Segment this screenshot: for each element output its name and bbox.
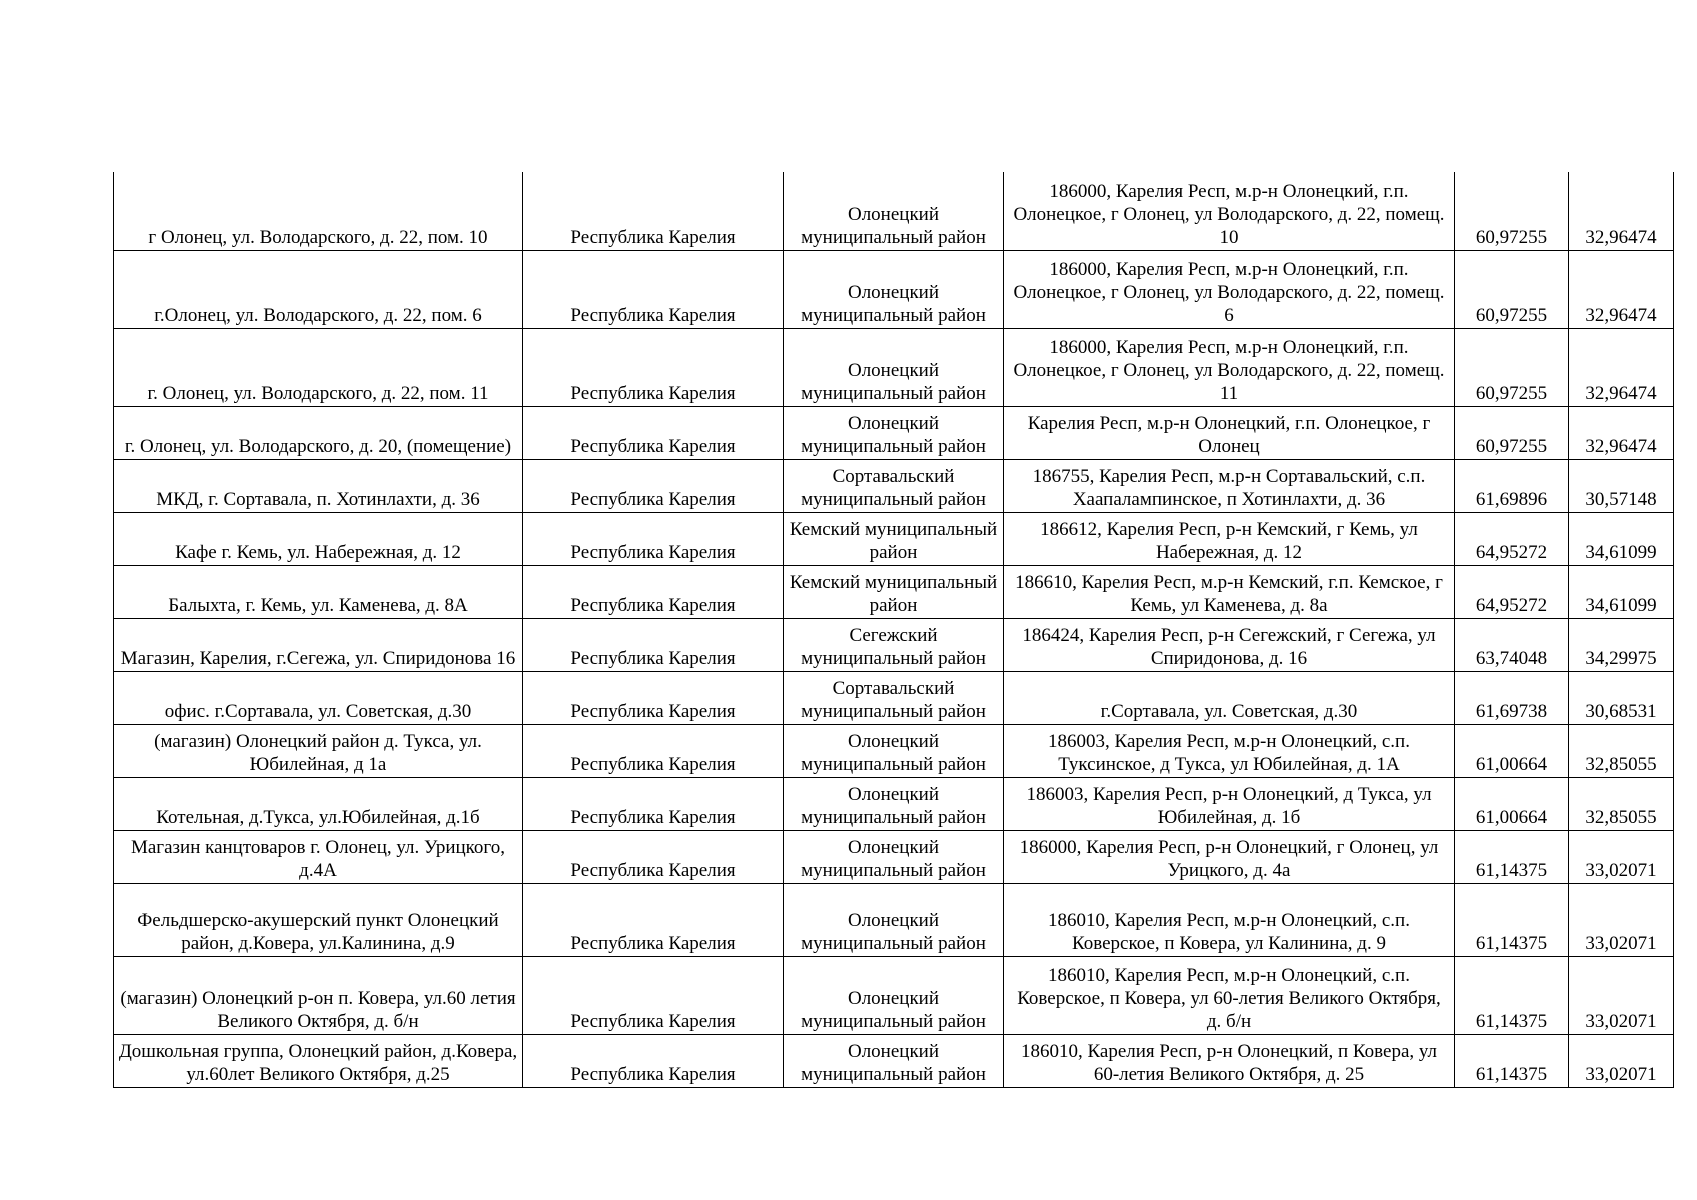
object-name-cell: Кафе г. Кемь, ул. Набережная, д. 12 — [114, 512, 523, 565]
table-row — [114, 565, 1674, 618]
district-cell: Олонецкий муниципальный район — [784, 250, 1004, 328]
address-cell: 186010, Карелия Респ, р-н Олонецкий, п Ковера, ул 60-летия Великого Октября, д. 25 — [1004, 1034, 1455, 1087]
table-row — [114, 512, 1674, 565]
region-cell: Республика Карелия — [523, 618, 784, 671]
latitude-cell: 61,14375 — [1455, 1034, 1569, 1087]
longitude-cell: 34,61099 — [1569, 512, 1674, 565]
district-cell: Олонецкий муниципальный район — [784, 172, 1004, 250]
region-cell: Республика Карелия — [523, 406, 784, 459]
district-cell: Олонецкий муниципальный район — [784, 830, 1004, 883]
district-cell: Олонецкий муниципальный район — [784, 724, 1004, 777]
address-cell: г.Сортавала, ул. Советская, д.30 — [1004, 671, 1455, 724]
region-cell: Республика Карелия — [523, 565, 784, 618]
district-cell: Сортавальский муниципальный район — [784, 459, 1004, 512]
longitude-cell: 32,85055 — [1569, 724, 1674, 777]
latitude-cell: 61,14375 — [1455, 883, 1569, 956]
address-cell: 186000, Карелия Респ, р-н Олонецкий, г Олонец, ул Урицкого, д. 4а — [1004, 830, 1455, 883]
object-name-cell: г. Олонец, ул. Володарского, д. 20, (помещение) — [114, 406, 523, 459]
records-table — [113, 172, 1674, 1088]
district-cell: Сортавальский муниципальный район — [784, 671, 1004, 724]
longitude-cell: 33,02071 — [1569, 1034, 1674, 1087]
table-row — [114, 671, 1674, 724]
table-row — [114, 328, 1674, 406]
longitude-cell: 33,02071 — [1569, 956, 1674, 1034]
address-cell: Карелия Респ, м.р-н Олонецкий, г.п. Олонецкое, г Олонец — [1004, 406, 1455, 459]
longitude-cell: 33,02071 — [1569, 883, 1674, 956]
longitude-cell: 32,96474 — [1569, 328, 1674, 406]
latitude-cell: 60,97255 — [1455, 328, 1569, 406]
table-row — [114, 724, 1674, 777]
region-cell: Республика Карелия — [523, 1034, 784, 1087]
district-cell: Кемский муниципальный район — [784, 512, 1004, 565]
table-row — [114, 250, 1674, 328]
address-cell: 186612, Карелия Респ, р-н Кемский, г Кемь, ул Набережная, д. 12 — [1004, 512, 1455, 565]
object-name-cell: Магазин, Карелия, г.Сегежа, ул. Спиридонова 16 — [114, 618, 523, 671]
region-cell: Республика Карелия — [523, 724, 784, 777]
object-name-cell: Магазин канцтоваров г. Олонец, ул. Урицкого, д.4А — [114, 830, 523, 883]
latitude-cell: 61,14375 — [1455, 956, 1569, 1034]
region-cell: Республика Карелия — [523, 250, 784, 328]
longitude-cell: 30,68531 — [1569, 671, 1674, 724]
table-row — [114, 956, 1674, 1034]
longitude-cell: 32,96474 — [1569, 406, 1674, 459]
region-cell: Республика Карелия — [523, 172, 784, 250]
address-cell: 186755, Карелия Респ, м.р-н Сортавальский, с.п. Хаапалампинское, п Хотинлахти, д. 36 — [1004, 459, 1455, 512]
region-cell: Республика Карелия — [523, 883, 784, 956]
address-cell: 186610, Карелия Респ, м.р-н Кемский, г.п. Кемское, г Кемь, ул Каменева, д. 8а — [1004, 565, 1455, 618]
region-cell: Республика Карелия — [523, 830, 784, 883]
table-row — [114, 459, 1674, 512]
district-cell: Олонецкий муниципальный район — [784, 1034, 1004, 1087]
district-cell: Кемский муниципальный район — [784, 565, 1004, 618]
document-sheet — [113, 172, 1674, 1088]
latitude-cell: 60,97255 — [1455, 250, 1569, 328]
object-name-cell: г. Олонец, ул. Володарского, д. 22, пом. 11 — [114, 328, 523, 406]
longitude-cell: 32,96474 — [1569, 172, 1674, 250]
region-cell: Республика Карелия — [523, 671, 784, 724]
latitude-cell: 64,95272 — [1455, 512, 1569, 565]
table-row — [114, 777, 1674, 830]
object-name-cell: г.Олонец, ул. Володарского, д. 22, пом. 6 — [114, 250, 523, 328]
address-cell: 186424, Карелия Респ, р-н Сегежский, г Сегежа, ул Спиридонова, д. 16 — [1004, 618, 1455, 671]
district-cell: Олонецкий муниципальный район — [784, 956, 1004, 1034]
object-name-cell: Котельная, д.Тукса, ул.Юбилейная, д.1б — [114, 777, 523, 830]
longitude-cell: 34,29975 — [1569, 618, 1674, 671]
address-cell: 186003, Карелия Респ, м.р-н Олонецкий, с.п. Туксинское, д Тукса, ул Юбилейная, д. 1А — [1004, 724, 1455, 777]
latitude-cell: 61,69896 — [1455, 459, 1569, 512]
region-cell: Республика Карелия — [523, 956, 784, 1034]
latitude-cell: 61,14375 — [1455, 830, 1569, 883]
longitude-cell: 30,57148 — [1569, 459, 1674, 512]
region-cell: Республика Карелия — [523, 512, 784, 565]
object-name-cell: Балыхта, г. Кемь, ул. Каменева, д. 8А — [114, 565, 523, 618]
latitude-cell: 64,95272 — [1455, 565, 1569, 618]
table-row — [114, 172, 1674, 250]
table-row — [114, 830, 1674, 883]
address-cell: 186000, Карелия Респ, м.р-н Олонецкий, г.п. Олонецкое, г Олонец, ул Володарского, д. 22, помещ. 11 — [1004, 328, 1455, 406]
table-row — [114, 618, 1674, 671]
address-cell: 186010, Карелия Респ, м.р-н Олонецкий, с.п. Коверское, п Ковера, ул Калинина, д. 9 — [1004, 883, 1455, 956]
object-name-cell: (магазин) Олонецкий район д. Тукса, ул. Юбилейная, д 1а — [114, 724, 523, 777]
table-row — [114, 406, 1674, 459]
latitude-cell: 61,69738 — [1455, 671, 1569, 724]
object-name-cell: МКД, г. Сортавала, п. Хотинлахти, д. 36 — [114, 459, 523, 512]
longitude-cell: 32,96474 — [1569, 250, 1674, 328]
latitude-cell: 63,74048 — [1455, 618, 1569, 671]
longitude-cell: 33,02071 — [1569, 830, 1674, 883]
district-cell: Олонецкий муниципальный район — [784, 883, 1004, 956]
latitude-cell: 60,97255 — [1455, 406, 1569, 459]
district-cell: Олонецкий муниципальный район — [784, 777, 1004, 830]
address-cell: 186010, Карелия Респ, м.р-н Олонецкий, с.п. Коверское, п Ковера, ул 60-летия Великого Октября, д. б/н — [1004, 956, 1455, 1034]
longitude-cell: 32,85055 — [1569, 777, 1674, 830]
object-name-cell: офис. г.Сортавала, ул. Советская, д.30 — [114, 671, 523, 724]
address-cell: 186003, Карелия Респ, р-н Олонецкий, д Тукса, ул Юбилейная, д. 1б — [1004, 777, 1455, 830]
object-name-cell: г Олонец, ул. Володарского, д. 22, пом. 10 — [114, 172, 523, 250]
district-cell: Олонецкий муниципальный район — [784, 406, 1004, 459]
address-cell: 186000, Карелия Респ, м.р-н Олонецкий, г.п. Олонецкое, г Олонец, ул Володарского, д. 22, помещ. 6 — [1004, 250, 1455, 328]
district-cell: Олонецкий муниципальный район — [784, 328, 1004, 406]
district-cell: Сегежский муниципальный район — [784, 618, 1004, 671]
table-row — [114, 883, 1674, 956]
latitude-cell: 61,00664 — [1455, 724, 1569, 777]
table-row — [114, 1034, 1674, 1087]
latitude-cell: 60,97255 — [1455, 172, 1569, 250]
object-name-cell: Фельдшерско-акушерский пункт Олонецкий район, д.Ковера, ул.Калинина, д.9 — [114, 883, 523, 956]
object-name-cell: (магазин) Олонецкий р-он п. Ковера, ул.60 летия Великого Октября, д. б/н — [114, 956, 523, 1034]
region-cell: Республика Карелия — [523, 328, 784, 406]
address-cell: 186000, Карелия Респ, м.р-н Олонецкий, г.п. Олонецкое, г Олонец, ул Володарского, д. 22, помещ. 10 — [1004, 172, 1455, 250]
region-cell: Республика Карелия — [523, 777, 784, 830]
longitude-cell: 34,61099 — [1569, 565, 1674, 618]
object-name-cell: Дошкольная группа, Олонецкий район, д.Ковера, ул.60лет Великого Октября, д.25 — [114, 1034, 523, 1087]
region-cell: Республика Карелия — [523, 459, 784, 512]
latitude-cell: 61,00664 — [1455, 777, 1569, 830]
